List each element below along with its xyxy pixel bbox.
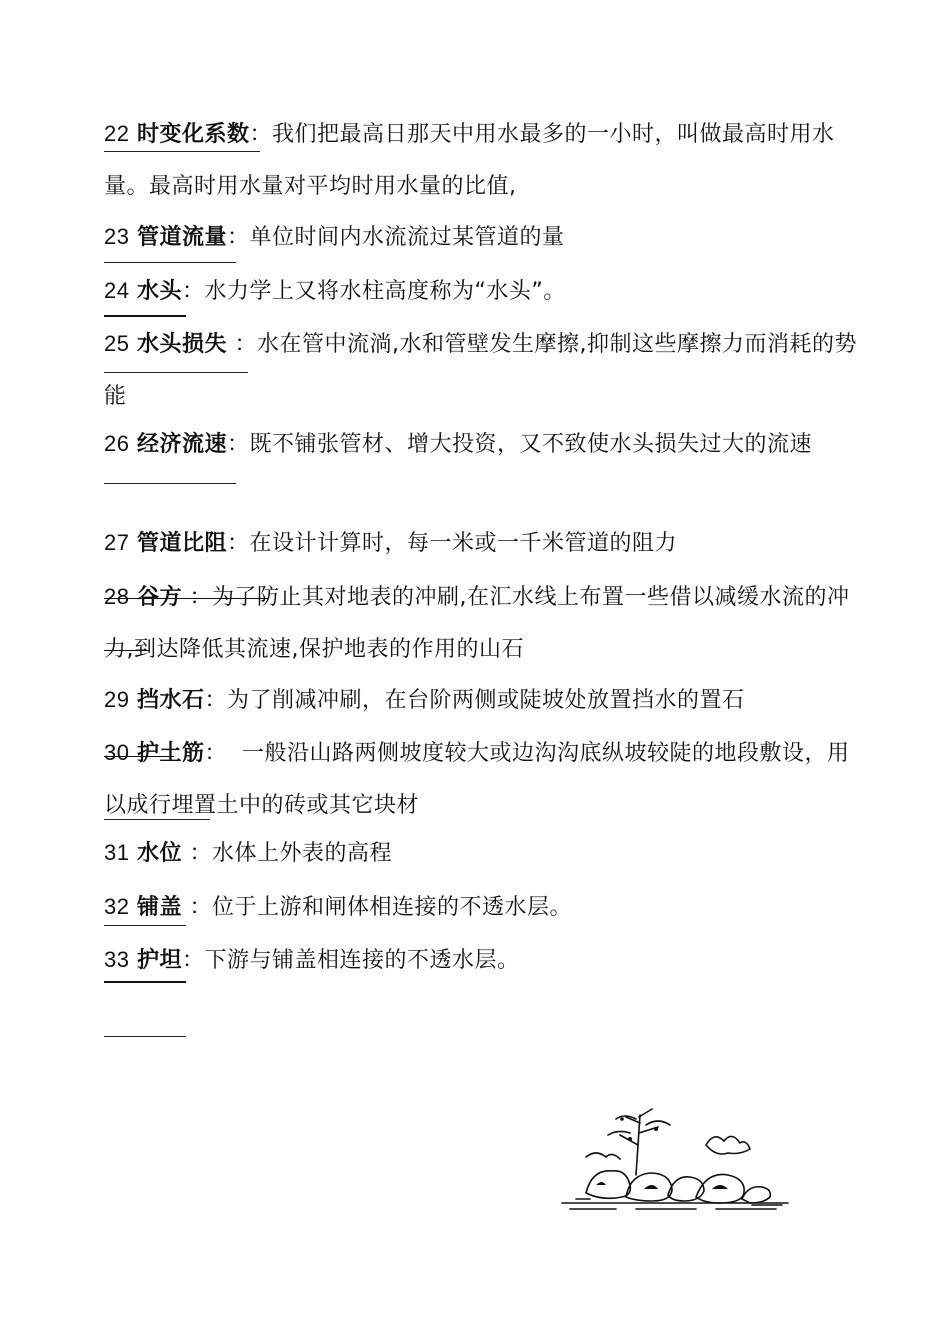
entry-number: 30 <box>104 740 130 765</box>
definition-entry-33 <box>104 934 864 987</box>
entry-separator: ： <box>182 841 212 866</box>
underline-26 <box>104 483 236 484</box>
entry-definition: 下游与铺盖相连接的不透水层。 <box>204 948 520 973</box>
entry-separator: ： <box>227 531 250 556</box>
strikethrough-28 <box>104 598 268 599</box>
entry-separator: ： <box>182 895 212 920</box>
underline-32 <box>104 925 186 926</box>
entry-number: 32 <box>104 894 130 919</box>
entry-separator: ： <box>182 585 212 610</box>
entry-term: 时变化系数 <box>136 122 250 147</box>
entry-definition: 水力学上又将水柱高度称为“水头”。 <box>204 279 566 304</box>
definition-entry-24 <box>104 265 864 318</box>
separator-line <box>104 1036 186 1037</box>
strikethrough-28b <box>104 650 150 651</box>
entry-term: 水头损失 <box>136 332 227 357</box>
entry-separator: ： <box>227 432 250 457</box>
underline-30 <box>104 819 210 820</box>
definition-entry-26 <box>104 418 864 471</box>
definition-entry-27 <box>104 517 864 570</box>
underline-33 <box>104 981 186 983</box>
entry-number: 24 <box>104 278 130 303</box>
entry-term: 水头 <box>136 279 182 304</box>
entry-number: 22 <box>104 121 130 146</box>
entry-definition: 在设计计算时，每一米或一千米管道的阻力 <box>249 531 678 556</box>
entry-separator: ： <box>204 688 228 713</box>
entry-separator: ： <box>182 948 205 973</box>
rock-garden-illustration-icon <box>556 1105 796 1215</box>
definition-entry-23 <box>104 211 864 264</box>
definition-entry-32 <box>104 881 864 934</box>
underline-23 <box>104 262 236 263</box>
underline-24 <box>104 315 186 317</box>
definition-entry-31 <box>104 827 864 880</box>
entry-number: 27 <box>104 530 130 555</box>
entry-definition: 水体上外表的高程 <box>212 841 393 866</box>
entry-separator: ： <box>227 332 257 357</box>
entry-term: 水位 <box>136 841 182 866</box>
entry-number: 25 <box>104 331 130 356</box>
entry-term: 经济流速 <box>136 432 227 457</box>
entry-term: 铺盖 <box>136 895 182 920</box>
entry-number: 28 <box>104 584 130 609</box>
definition-entry-30 <box>104 727 864 832</box>
entry-number: 33 <box>104 947 130 972</box>
entry-definition: 我们把最高日那天中用水最多的一小时，叫做最高时用水量。最高时用水量对平均时用水量的比值, <box>104 122 835 199</box>
entry-term: 护坦 <box>136 948 182 973</box>
definition-entry-22 <box>104 108 864 213</box>
entry-number: 31 <box>104 840 130 865</box>
entry-separator: ： <box>204 741 228 766</box>
entry-definition: 水在管中流淌,水和管壁发生摩擦,抑制这些摩擦力而消耗的势能 <box>104 332 857 409</box>
entry-term: 护土筋 <box>136 741 205 766</box>
entry-definition: 单位时间内水流流过某管道的量 <box>249 225 565 250</box>
entry-separator: ： <box>182 279 205 304</box>
entry-separator: ： <box>249 122 273 147</box>
entry-definition: 为了防止其对地表的冲刷,在汇水线上布置一些借以减缓水流的冲力,到达降低其流速,保护地表的作用的山石 <box>104 585 850 662</box>
entry-term: 谷方 <box>136 585 182 610</box>
strikethrough-30 <box>104 756 174 757</box>
entry-number: 23 <box>104 224 130 249</box>
definition-entry-28 <box>104 571 864 676</box>
entry-definition: 为了削减冲刷，在台阶两侧或陡坡处放置挡水的置石 <box>227 688 745 713</box>
entry-number: 26 <box>104 431 130 456</box>
entry-term: 挡水石 <box>136 688 205 713</box>
entry-definition: 既不铺张管材、增大投资，又不致使水头损失过大的流速 <box>249 432 813 457</box>
underline-25 <box>104 372 248 373</box>
entry-term: 管道比阻 <box>136 531 227 556</box>
entry-separator: ： <box>227 225 250 250</box>
entry-term: 管道流量 <box>136 225 227 250</box>
entry-number: 29 <box>104 687 130 712</box>
entry-definition: 一般沿山路两侧坡度较大或边沟沟底纵坡较陡的地段敷设，用以成行埋置土中的砖或其它块材 <box>104 741 850 818</box>
entry-definition: 位于上游和闸体相连接的不透水层。 <box>212 895 573 920</box>
definition-entry-25 <box>104 318 864 423</box>
underline-22 <box>104 151 260 152</box>
definition-entry-29 <box>104 674 864 727</box>
